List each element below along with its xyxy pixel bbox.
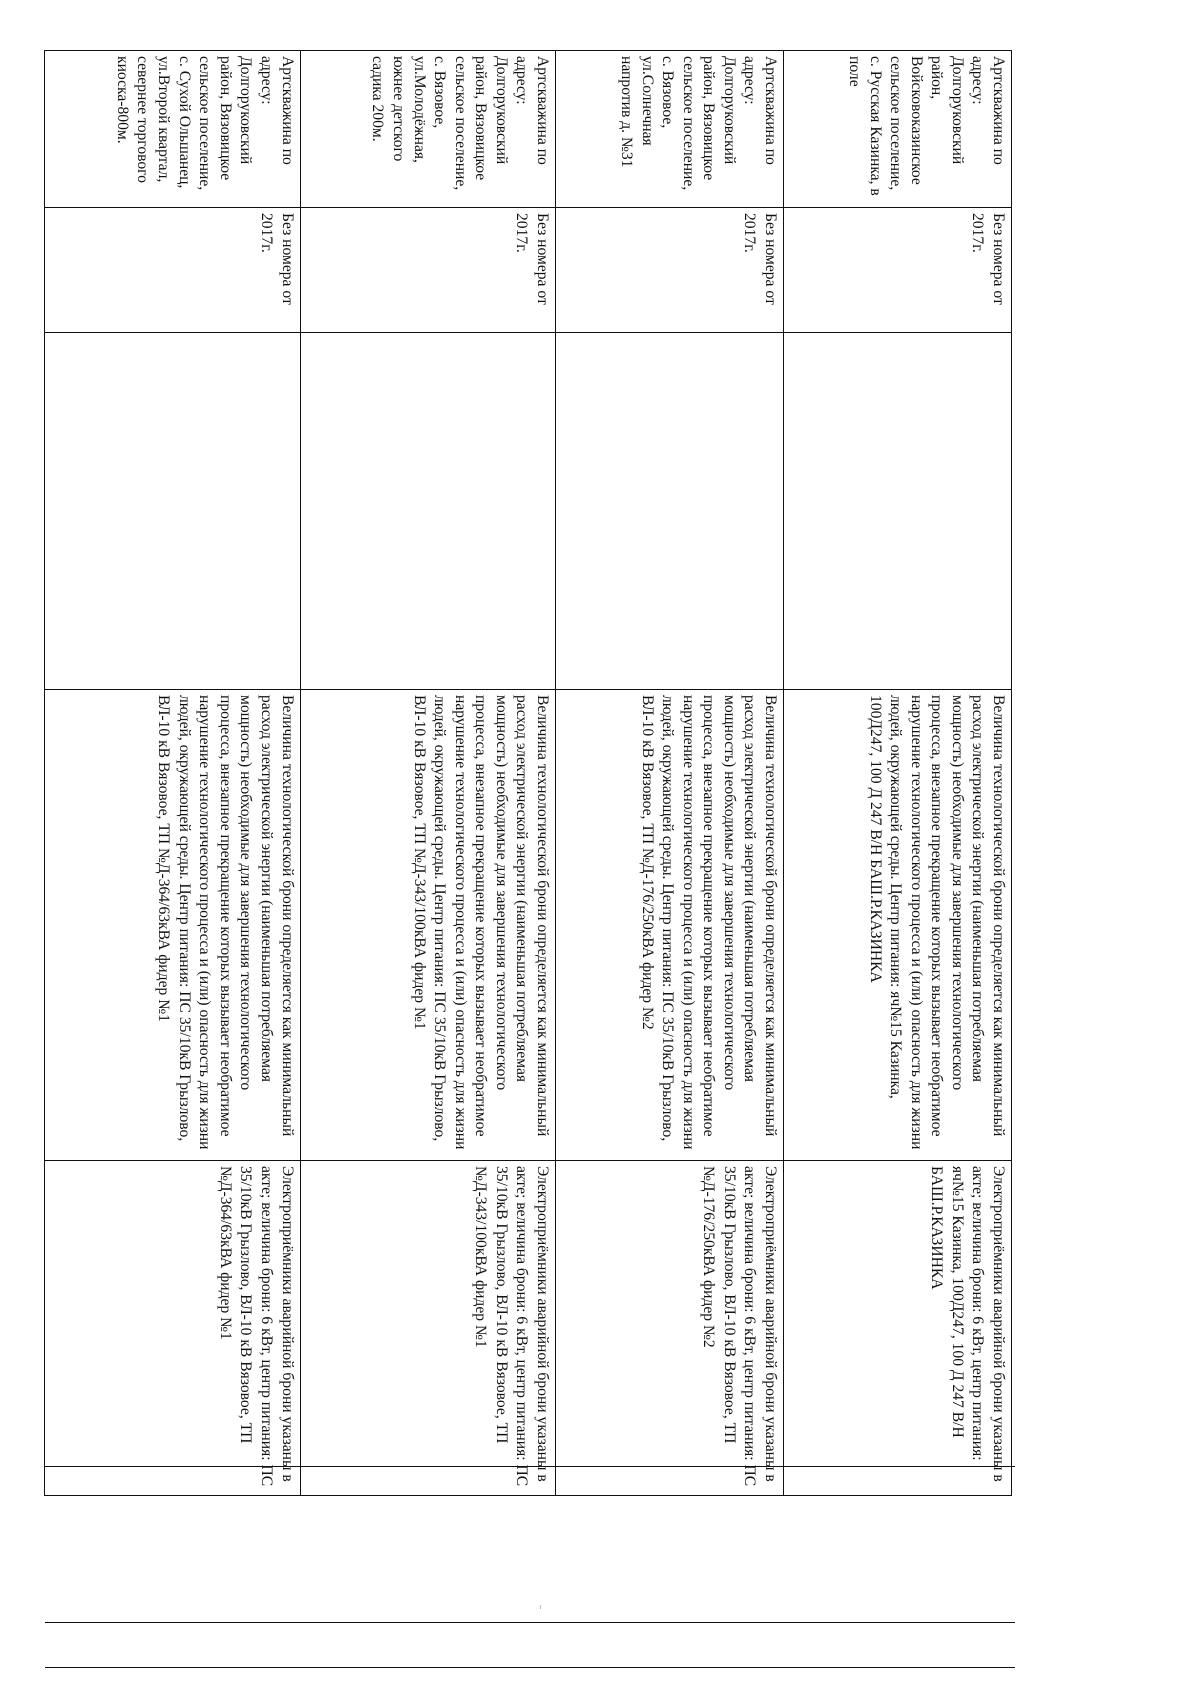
emergency-brone-cell: Электроприёмники аварийной брони указаны в акте; величина брони: 6 кВт, центр питания: ПС 35/10кВ Грызлово, ВЛ-10 кВ Вязовое, ТП №Д-176/250кВА фидер №2 [556,1161,784,1496]
emergency-brone-cell: Электроприёмники аварийной брони указаны в акте; величина брони: 6 кВт, центр питания: яч№15 Казинка, 100Д247, 100 Д 247 В/Н БАШ.Р.КАЗИНКА [784,1161,1012,1496]
object-address-cell: Артскважина по адресу: Долгоруковский район, Вязовицкое сельское поселение, с. Сухой Ольшанец, ул.Второй квартал, севернее торгового киоска-800м. [45,51,301,208]
technological-brone-cell: Величина технологической брони определяется как минимальный расход электрической энергии (наименьшая потребляемая мощность) необходимые для завершения технологического процесса, внезапное прекращение которых вызывает необратимое нарушение технологического процесса и (или) опасность для жизни людей, окружающей среды. Центр питания: ПС 35/10кВ Грызлово, ВЛ-10 кВ Вязовое, ТП №Д-364/63кВА фидер №1 [45,690,301,1161]
bottom-rule-line [45,1466,1015,1467]
emergency-brone-cell: Электроприёмники аварийной брони указаны в акте; величина брони: 6 кВт, центр питания: ПС 35/10кВ Грызлово, ВЛ-10 кВ Вязовое, ТП №Д-364/63кВА фидер №1 [45,1161,301,1496]
act-number-cell: Без номера от 2017г. [45,208,301,333]
object-address-cell: Артскважина по адресу: Долгоруковский район, Вязовицкое сельское поселение, с. Вязовое, ул.Молодёжная, южнее детского садика 200м. [300,51,555,208]
table-row [784,51,1012,1496]
act-number-cell: Без номера от 2017г. [784,208,1012,333]
empty-cell [300,333,555,690]
rotated-table-wrapper [44,50,1012,1487]
brone-table [44,50,1012,1496]
empty-cell [556,333,784,690]
object-address-cell: Артскважина по адресу: Долгоруковский район, Вязовицкое сельское поселение, с. Вязовое, ул.Солнечная напротив д. №31 [556,51,784,208]
emergency-brone-cell: Электроприёмники аварийной брони указаны в акте; величина брони: 6 кВт, центр питания: ПС 35/10кВ Грызлово, ВЛ-10 кВ Вязовое, ТП №Д-343/100кВА фидер №1 [300,1161,555,1496]
technological-brone-cell: Величина технологической брони определяется как минимальный расход электрической энергии (наименьшая потребляемая мощность) необходимые для завершения технологического процесса, внезапное прекращение которых вызывает необратимое нарушение технологического процесса и (или) опасность для жизни людей, окружающей среды. Центр питания: ПС 35/10кВ Грызлово, ВЛ-10 кВ Вязовое, ТП №Д-176/250кВА фидер №2 [556,690,784,1161]
technological-brone-cell: Величина технологической брони определяется как минимальный расход электрической энергии (наименьшая потребляемая мощность) необходимые для завершения технологического процесса, внезапное прекращение которых вызывает необратимое нарушение технологического процесса и (или) опасность для жизни людей, окружающей среды. Центр питания: яч№15 Казинка, 100Д247, 100 Д 247 В/Н БАШ.Р.КАЗИНКА [784,690,1012,1161]
technological-brone-cell: Величина технологической брони определяется как минимальный расход электрической энергии (наименьшая потребляемая мощность) необходимые для завершения технологического процесса, внезапное прекращение которых вызывает необратимое нарушение технологического процесса и (или) опасность для жизни людей, окружающей среды. Центр питания: ПС 35/10кВ Грызлово, ВЛ-10 кВ Вязовое, ТП №Д-343/100кВА фидер №1 [300,690,555,1161]
object-address-cell: Артскважина по адресу: Долгоруковский район, Войсковоказинское сельское поселение, с. Русская Казинка, в поле [784,51,1012,208]
table-row [300,51,555,1496]
table-row [45,51,301,1496]
act-number-cell: Без номера от 2017г. [300,208,555,333]
bottom-rule-line [45,1622,1015,1623]
empty-cell [45,333,301,690]
act-number-cell: Без номера от 2017г. [556,208,784,333]
scan-speck [540,1605,541,1609]
empty-cell [784,333,1012,690]
table-row [556,51,784,1496]
bottom-rule-line [45,1667,1015,1668]
